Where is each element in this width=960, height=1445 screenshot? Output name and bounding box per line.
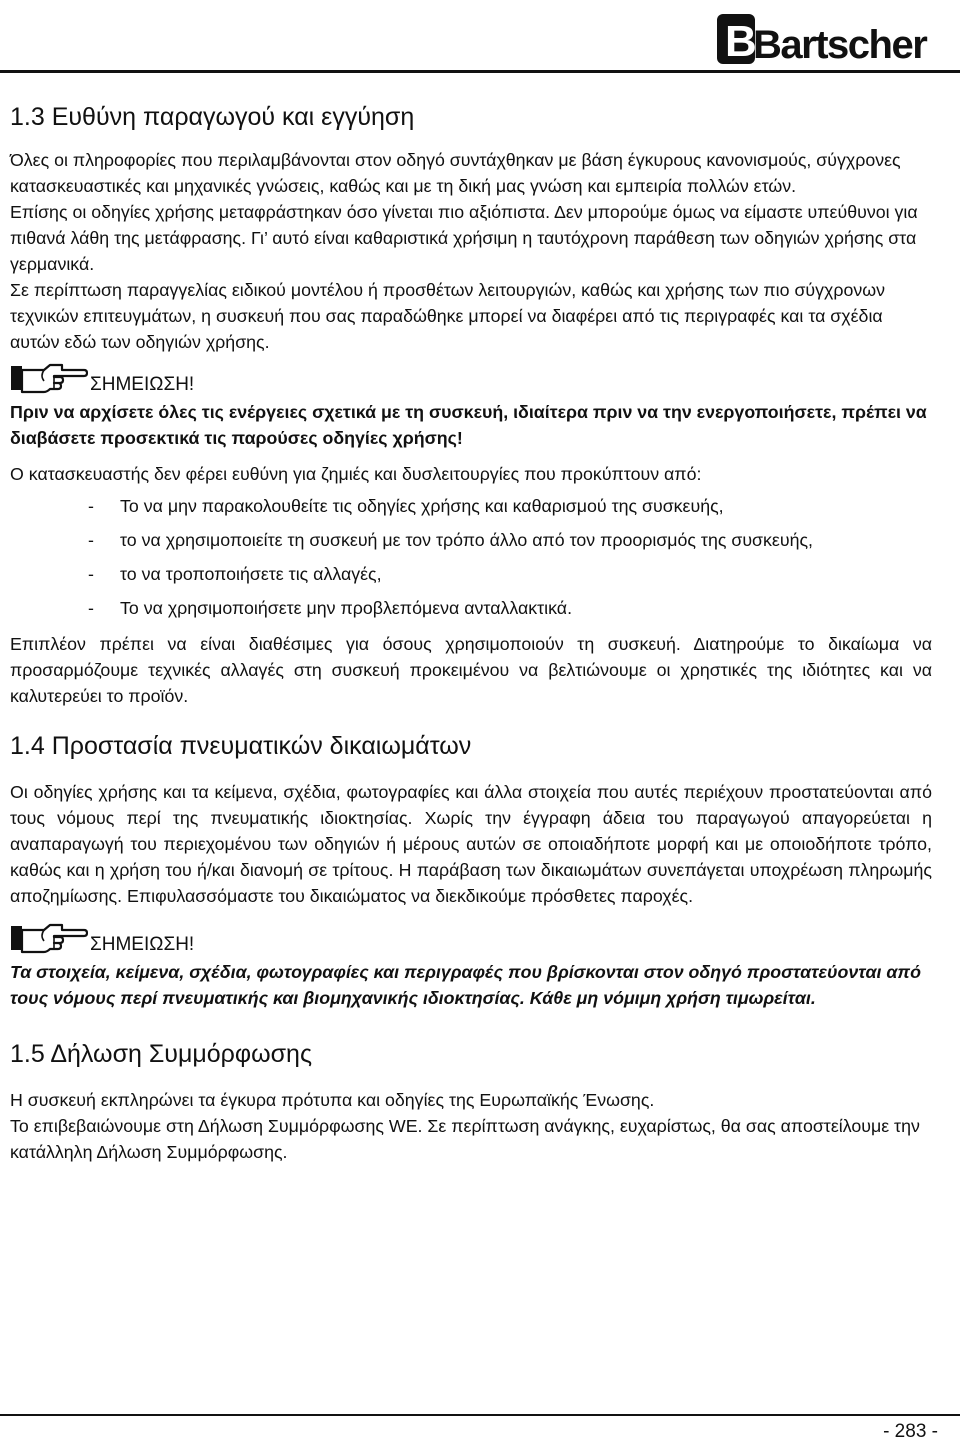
paragraph: Σε περίπτωση παραγγελίας ειδικού μοντέλου ή προσθέτων λειτουργιών, καθώς και χρήσης των πιο σύγχρονων τεχνικών επιτευγμάτων, η συσκευή που σας παραδώθηκε μπορεί να διαφέρει από τις περιγραφές και τα σχέδια αυτών εδώ των οδηγιών χρήσης. [10,280,886,352]
note-text: Πριν να αρχίσετε όλες τις ενέργειες σχετικά με τη συσκευή, ιδιαίτερα πριν να την ενεργοποιήσετε, πρέπει να διαβάσετε προσεκτικά τις παρούσες οδηγίες χρήσης! [10,402,927,448]
list-item-text: το να χρησιμοποιείτε τη συσκευή με τον τρόπο άλλο από τον προορισμός της συσκευής, [120,530,813,550]
page-number: - 283 - [883,1421,938,1442]
pointing-hand-icon [10,921,88,955]
section-title-1-4: 1.4 Προστασία πνευματικών δικαιωμάτων [10,732,472,760]
list-item-text: το να τροποποιήσετε τις αλλαγές, [120,564,382,584]
note-block [10,361,932,399]
list-item [10,493,932,519]
svg-text:B: B [725,17,757,66]
paragraph: Οι οδηγίες χρήσης και τα κείμενα, σχέδια, φωτογραφίες και άλλα στοιχεία που αυτές περιέχουν προστατεύονται από τους νόμους περί της πνευματικής ιδιοκτησίας. Χωρίς την έγγραφη άδεια του παραγωγού απαγορεύεται η αναπαραγωγή του περιεχομένου των οδηγιών ή μέρους αυτών σε οποιαδήποτε μορφή και με οποιοδήποτε τρόπο, καθώς και η χρήση του ή/και διανομή σε τρίτους. Η παράβαση των δικαιωμάτων συνεπάγεται υποχρέωση πληρωμής αποζημίωσης. Επιφυλασσόμαστε του δικαιώματος να διεκδικούμε πρόσθετες παροχές. [10,782,932,906]
dash-marker: - [88,564,94,584]
paragraph: Το επιβεβαιώνουμε στη Δήλωση Συμμόρφωσης WE. Σε περίπτωση ανάγκης, ευχαρίστως, θα σας αποστείλουμε την κατάλληλη Δήλωση Συμμόρφωσης. [10,1116,920,1162]
note-block [10,921,932,959]
footer-rule [0,1414,960,1416]
bartscher-logo [715,8,930,70]
header-rule [0,70,960,73]
content [10,100,932,1165]
note-label: ΣΗΜΕΙΩΣΗ! [90,374,195,395]
list-item-text: Το να χρησιμοποιήσετε μην προβλεπόμενα ανταλλακτικά. [120,598,573,618]
list-item [10,561,932,587]
paragraph: Η συσκευή εκπληρώνει τα έγκυρα πρότυπα και οδηγίες της Ευρωπαϊκής Ένωσης. [10,1090,655,1110]
paragraph: Επίσης οι οδηγίες χρήσης μεταφράστηκαν όσο γίνεται πιο αξιόπιστα. Δεν μπορούμε όμως να είμαστε υπεύθυνοι για πιθανά λάθη της μετάφρασης. Γι’ αυτό είναι καθαριστικά χρήσιμη η ταυτόχρονη παράθεση των οδηγιών χρήσης στα γερμανικά. [10,202,918,274]
list-item [10,527,932,553]
svg-text:Bartscher: Bartscher [753,23,927,67]
pointing-hand-icon [10,361,88,395]
note-label: ΣΗΜΕΙΩΣΗ! [90,934,195,955]
list-item [10,595,932,621]
liability-list [10,493,932,621]
paragraph: Όλες οι πληροφορίες που περιλαμβάνονται στον οδηγό συντάχθηκαν με βάση έγκυρους κανονισμούς, σύγχρονες κατασκευαστικές και μηχανικές γνώσεις, καθώς και με τη δική μας γνώση και εμπειρία πολλών ετών. [10,150,901,196]
dash-marker: - [88,598,94,618]
paragraph: Ο κατασκευαστής δεν φέρει ευθύνη για ζημιές και δυσλειτουργίες που προκύπτουν από: [10,464,702,484]
section-title-1-3: 1.3 Ευθύνη παραγωγού και εγγύηση [10,103,415,131]
dash-marker: - [88,496,94,516]
note-text: Τα στοιχεία, κείμενα, σχέδια, φωτογραφίες και περιγραφές που βρίσκονται στον οδηγό προστατεύονται από τους νόμους περί πνευματικής και βιομηχανικής ιδιοκτησίας. Κάθε μη νόμιμη χρήση τιμωρείται. [10,962,921,1008]
section-title-1-5: 1.5 Δήλωση Συμμόρφωσης [10,1040,313,1068]
dash-marker: - [88,530,94,550]
paragraph: Επιπλέον πρέπει να είναι διαθέσιμες για όσους χρησιμοποιούν τη συσκευή. Διατηρούμε το δικαίωμα να προσαρμόζουμε τεχνικές αλλαγές στη συσκευή προκειμένου να βελτιώνουμε οι χρηστικές της ιδιότητες και να καλυτερεύει το προϊόν. [10,634,932,706]
list-item-text: Το να μην παρακολουθείτε τις οδηγίες χρήσης και καθαρισμού της συσκευής, [120,496,724,516]
